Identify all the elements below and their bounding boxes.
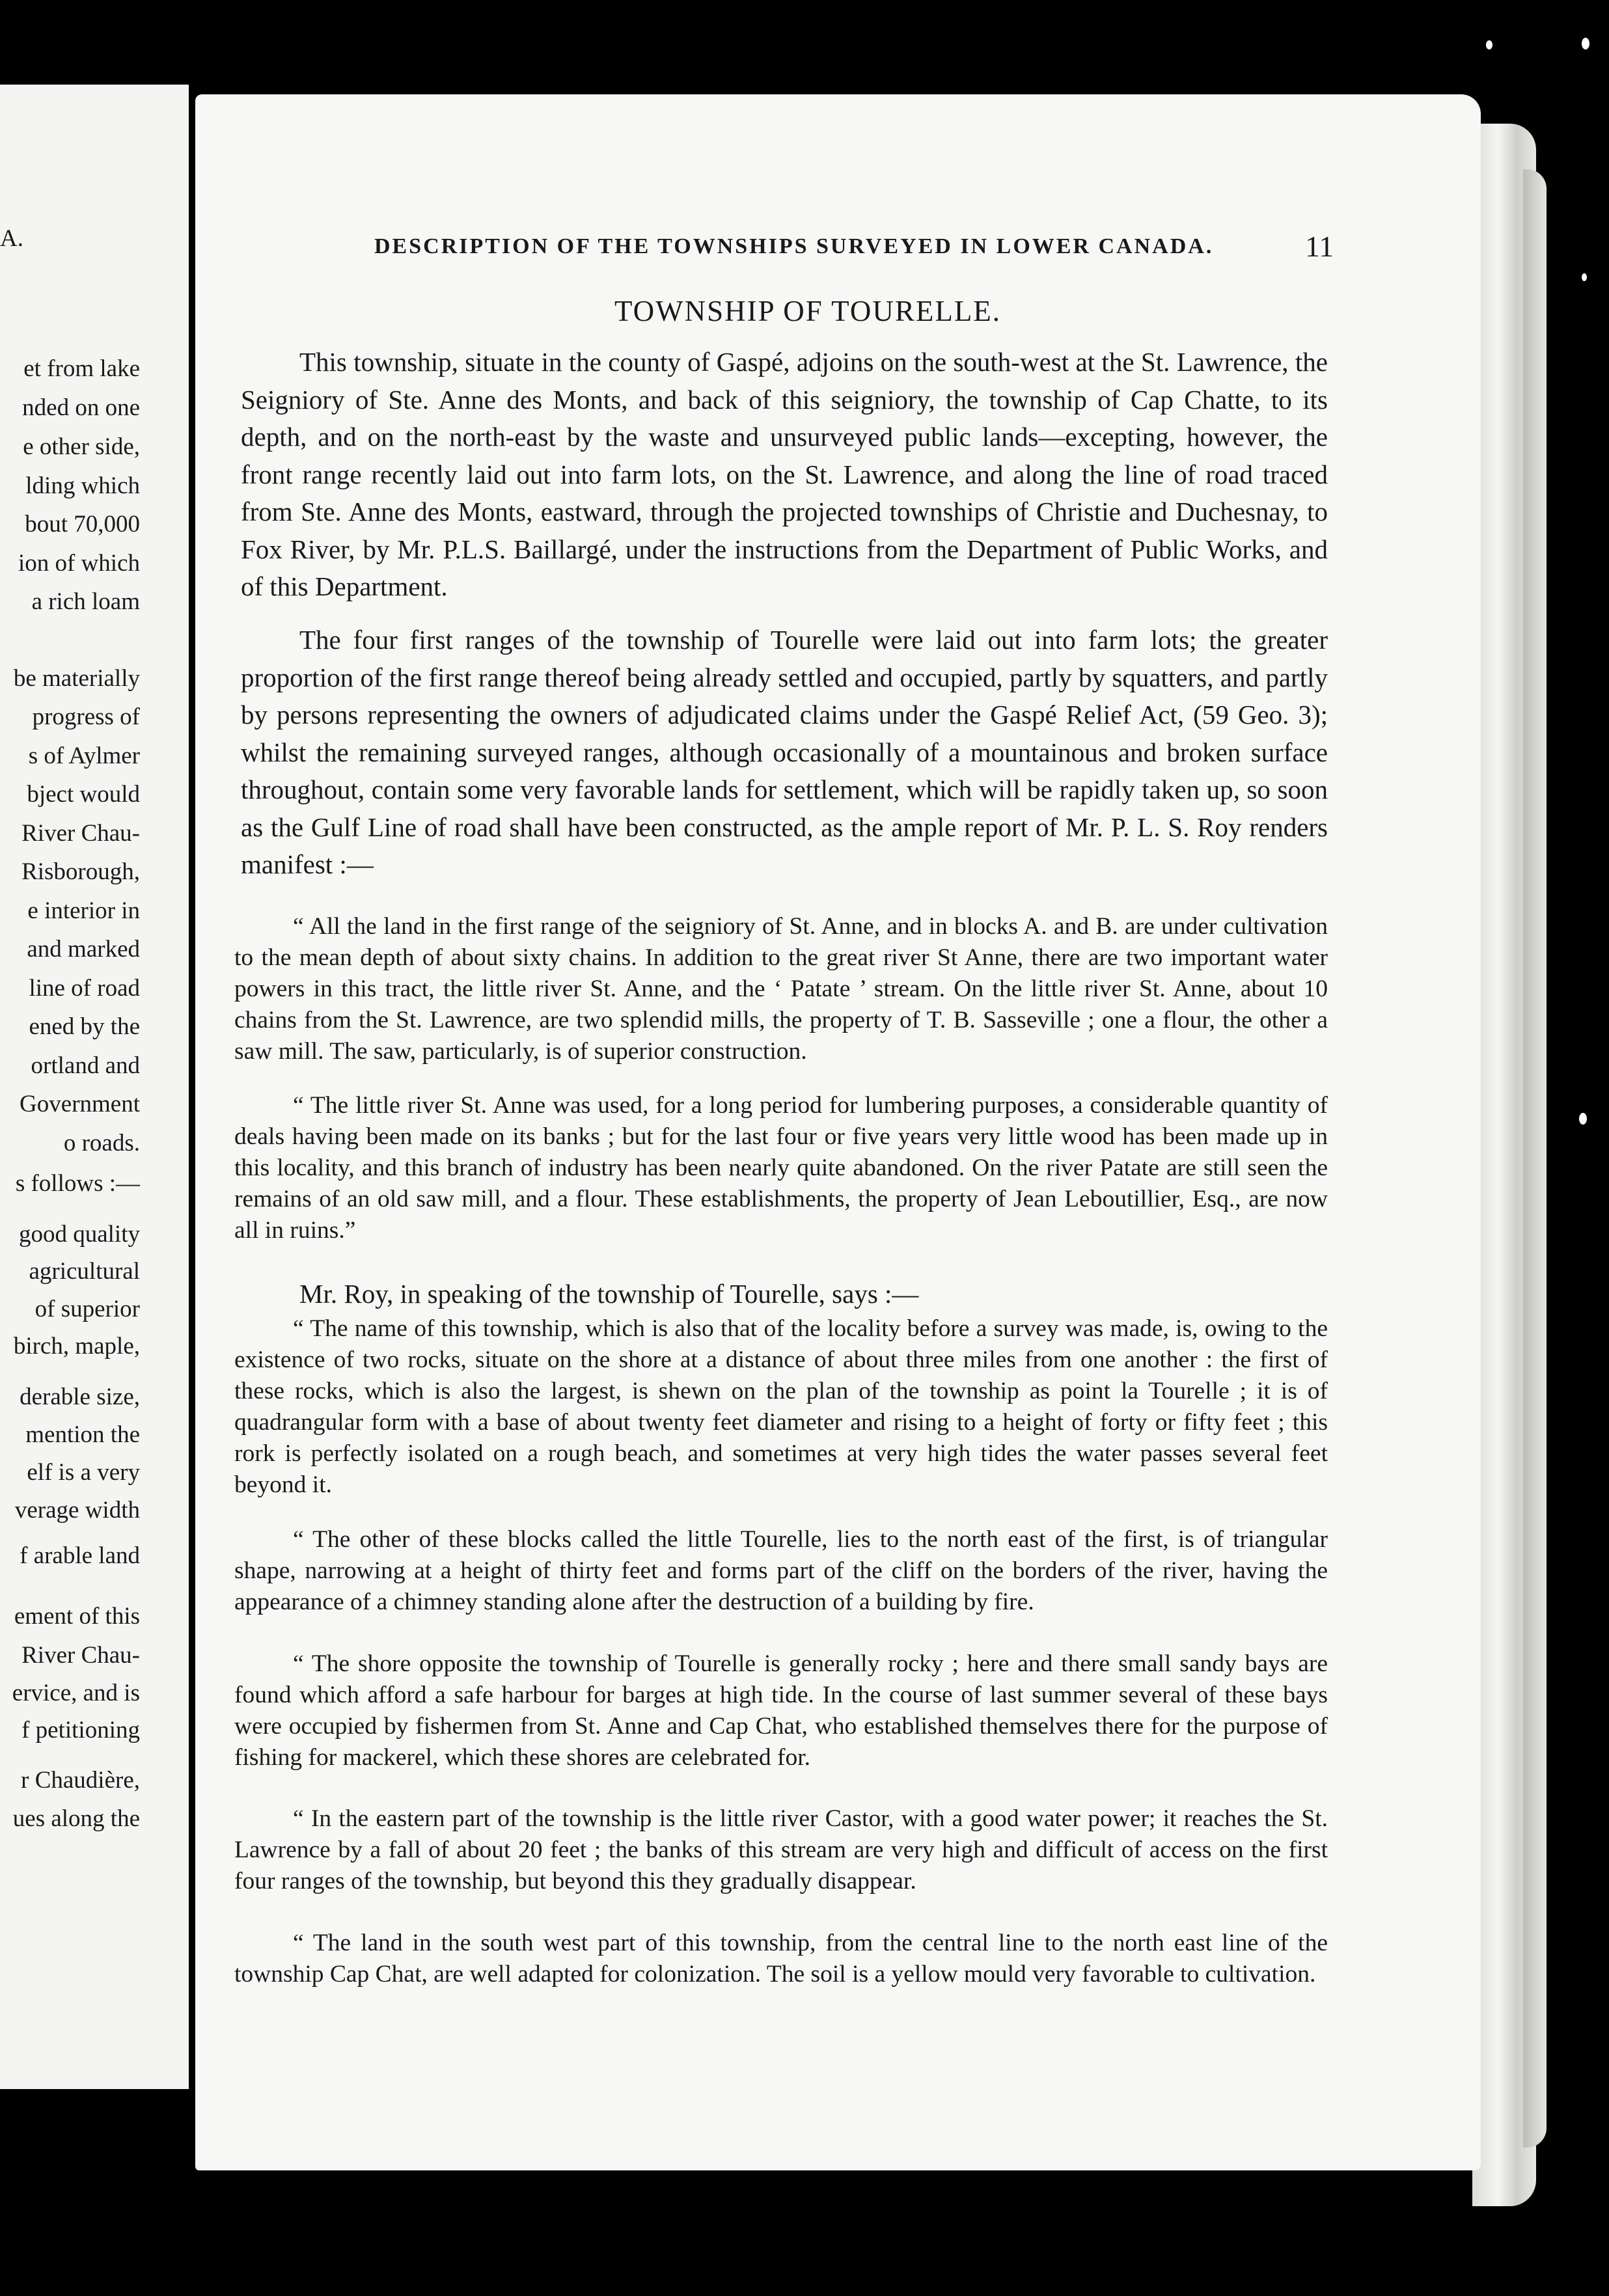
- left-page-line: ened by the: [29, 1013, 140, 1040]
- left-page-line: r Chaudière,: [21, 1767, 140, 1794]
- left-page-line: f arable land: [20, 1542, 140, 1569]
- left-page-line: Government: [20, 1091, 140, 1117]
- left-page-line: ion of which: [18, 550, 140, 577]
- left-page-line: o roads.: [63, 1130, 140, 1156]
- left-page-line: ortland and: [31, 1052, 140, 1079]
- running-header: DESCRIPTION OF THE TOWNSHIPS SURVEYED IN LOWER CANADA.: [374, 234, 1214, 258]
- quote-paragraph: “ The little river St. Anne was used, for a long period for lumbering purposes, a considerable quantity of deals having been made on its banks ; but for the last four or five years very little wood has been made up in this locality, and this branch of industry has been nearly quite abandoned. On the river Patate are still seen the remains of an old saw mill, and a flour. These establishments, the property of Jean Leboutillier, Esq., are now all in ruins.”: [234, 1092, 1328, 1244]
- quote-paragraph: “ The name of this township, which is also that of the locality before a survey was made, is, owing to the existence of two rocks, situate on the shore at a distance of about three miles from one another : the first of these rocks, which is also the largest, is shewn on the plan of the township as point la Tourelle ; it is of quadrangular form with a base of about twenty feet diameter and rising to a height of forty or fifty feet ; this rork is perfectly isolated on a rough beach, and sometimes at very high tides the water passes several feet beyond it.: [234, 1315, 1328, 1498]
- left-page-line: verage width: [14, 1497, 140, 1524]
- left-page-line: derable size,: [20, 1384, 140, 1410]
- quote-paragraph: “ The shore opposite the township of Tourelle is generally rocky ; here and there small sandy bays are found which afford a safe harbour for barges at high tide. In the course of last summer several of these bays were occupied by fishermen from St. Anne and Cap Chat, who established themselves there for the purpose of fishing for mackerel, which these shores are celebrated for.: [234, 1650, 1328, 1771]
- scan-speck: [1582, 38, 1589, 49]
- section-title: TOWNSHIP OF TOURELLE.: [614, 295, 1002, 327]
- paragraph: The four first ranges of the township of Tourelle were laid out into farm lots; the greater proportion of the first range thereof being already settled and occupied, partly by squatters, and partly by persons representing the owners of adjudicated claims under the Gaspé Relief Act, (59 Geo. 3); whilst the remaining surveyed ranges, although occasionally of a mountainous and broken surface throughout, contain some very favorable lands for settlement, which will be rapidly taken up, so soon as the Gulf Line of road shall have been constructed, as the ample report of Mr. P. L. S. Roy renders manifest :—: [241, 625, 1328, 879]
- left-page-line: bout 70,000: [25, 511, 140, 538]
- page-number: 11: [1305, 230, 1334, 263]
- left-page-line: River Chau-: [21, 820, 140, 847]
- left-page-line: lding which: [25, 472, 140, 499]
- left-page-line: et from lake: [23, 355, 140, 382]
- left-page-line: e other side,: [23, 433, 140, 460]
- left-page-line: nded on one: [22, 394, 140, 421]
- left-page-line: elf is a very: [27, 1459, 140, 1486]
- left-page-line: River Chau-: [21, 1642, 140, 1669]
- left-page-line: ervice, and is: [12, 1680, 140, 1706]
- scan-speck: [1579, 1113, 1587, 1125]
- page-edge-shadow: [1523, 169, 1547, 2148]
- left-page-line: s follows :—: [15, 1170, 140, 1197]
- left-page-line: mention the: [25, 1421, 140, 1448]
- left-page-line: line of road: [29, 975, 140, 1002]
- left-page-line: agricultural: [29, 1258, 140, 1285]
- left-page: [0, 85, 189, 2089]
- left-page-line: and marked: [27, 936, 140, 963]
- left-page-line: birch, maple,: [13, 1333, 140, 1360]
- left-page-line: ement of this: [14, 1603, 140, 1630]
- paragraph: This township, situate in the county of Gaspé, adjoins on the south-west at the St. Lawrence, the Seigniory of Ste. Anne des Monts, and back of this seigniory, the township of Cap Chatte, to its depth, and on the north-east by the waste and unsurveyed public lands—excepting, however, the front range recently laid out into farm lots, on the St. Lawrence, and along the line of road traced from Ste. Anne des Monts, eastward, through the projected townships of Christie and Duchesnay, to Fox River, by Mr. P.L.S. Baillargé, under the instructions from the Department of Public Works, and of this Department.: [241, 347, 1328, 601]
- left-page-line: A.: [0, 225, 23, 252]
- left-page-line: be materially: [13, 665, 140, 692]
- left-page-line: e interior in: [27, 897, 140, 924]
- left-page-line: Risborough,: [21, 858, 140, 885]
- left-page-line: ues along the: [12, 1805, 140, 1832]
- left-page-line: good quality: [18, 1221, 140, 1248]
- scan-speck: [1582, 273, 1587, 281]
- left-page-line: f petitioning: [21, 1717, 140, 1743]
- left-page-line: s of Aylmer: [28, 743, 140, 769]
- left-page-line: a rich loam: [31, 588, 140, 615]
- quote-paragraph: “ All the land in the first range of the seigniory of St. Anne, and in blocks A. and B. are under cultivation to the mean depth of about sixty chains. In addition to the great river St Anne, there are two important water powers in this tract, the little river St. Anne, and the ‘ Patate ’ stream. On the little river St. Anne, about 10 chains from the St. Lawrence, are two splendid mills, the property of T. B. Sasseville ; one a flour, the other a saw mill. The saw, particularly, is of superior construction.: [234, 913, 1328, 1065]
- left-page-line: of superior: [34, 1296, 140, 1322]
- left-page-line: bject would: [27, 781, 140, 808]
- scan-speck: [1486, 40, 1492, 49]
- quote-paragraph: “ The land in the south west part of this township, from the central line to the north east line of the township Cap Chat, are well adapted for colonization. The soil is a yellow mould very favorable to cultivation.: [234, 1930, 1328, 1988]
- paragraph: Mr. Roy, in speaking of the township of Tourelle, says :—: [299, 1279, 919, 1309]
- left-page-line: progress of: [32, 704, 140, 730]
- quote-paragraph: “ The other of these blocks called the little Tourelle, lies to the north east of the first, is of triangular shape, narrowing at a height of thirty feet and forms part of the cliff on the borders of the river, having the appearance of a chimney standing alone after the destruction of a building by fire.: [234, 1526, 1328, 1615]
- quote-paragraph: “ In the eastern part of the township is the little river Castor, with a good water power; it reaches the St. Lawrence by a fall of about 20 feet ; the banks of this stream are very high and difficult of access on the first four ranges of the township, but beyond this they gradually disappear.: [234, 1805, 1328, 1894]
